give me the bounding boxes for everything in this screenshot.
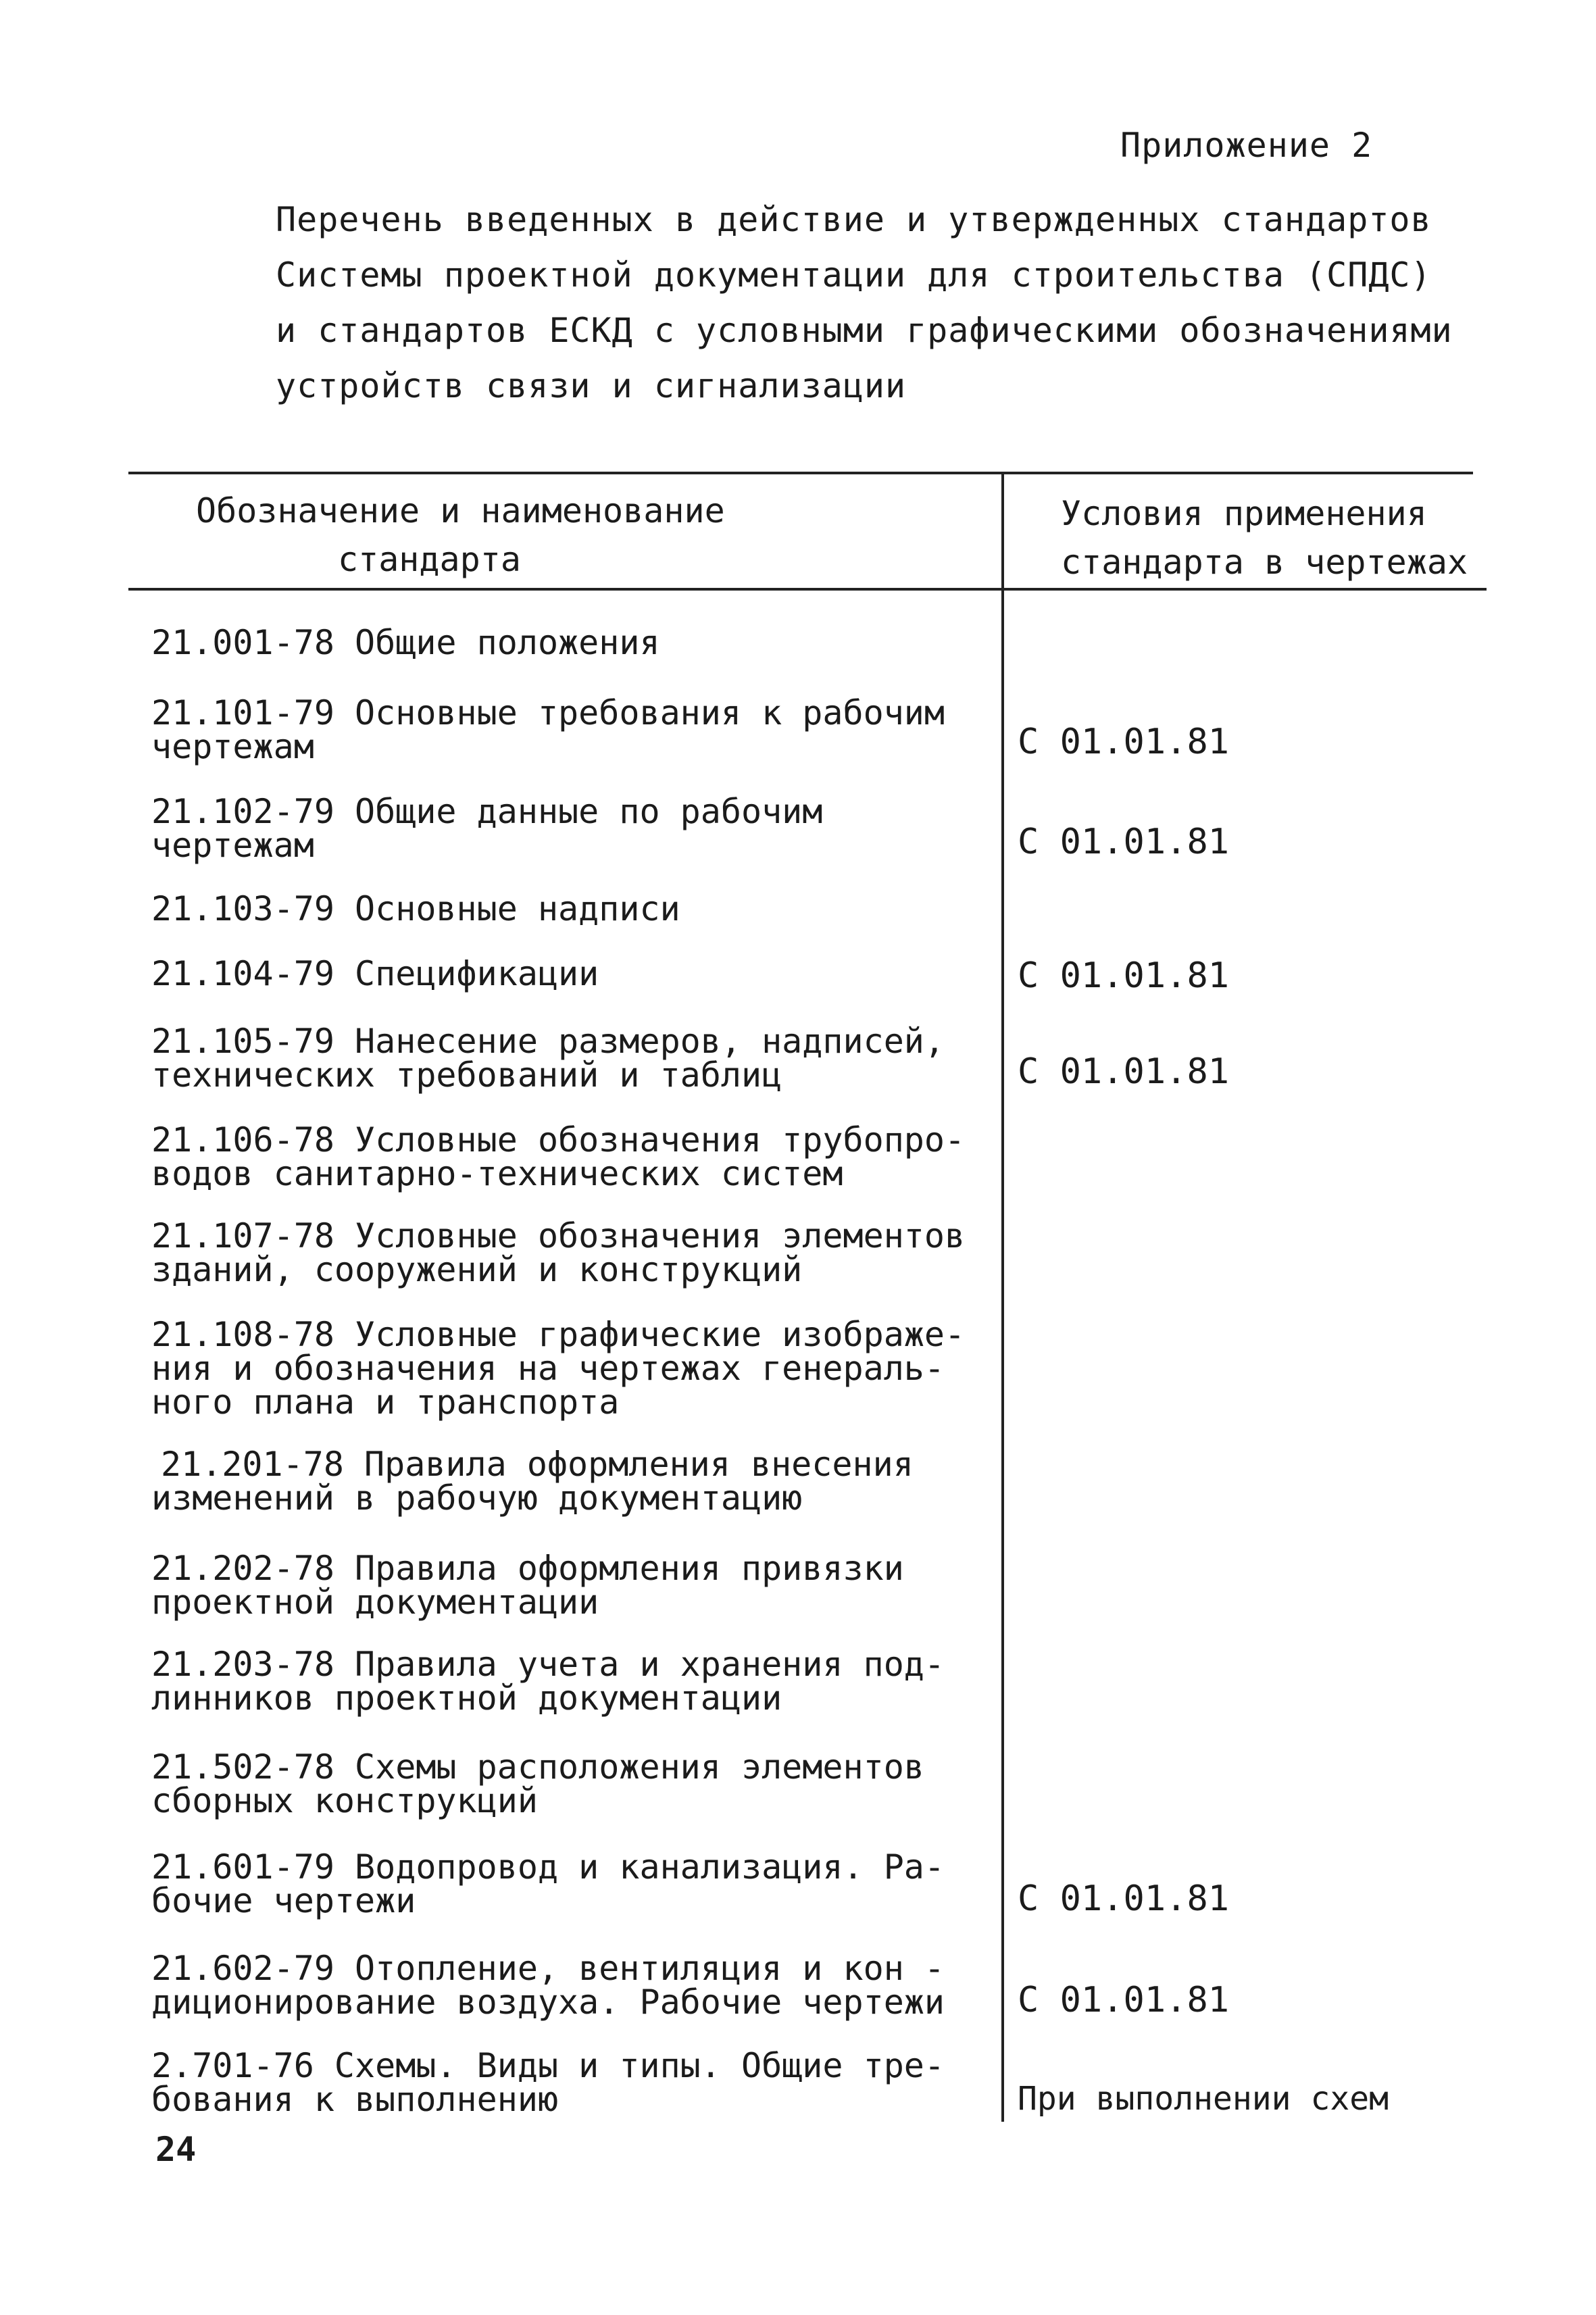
row-line: 21.202-78 Правила оформления привязки bbox=[151, 1549, 904, 1588]
table-row-condition: С 01.01.81 bbox=[1018, 1878, 1230, 1919]
row-line: изменений в рабочую документацию bbox=[151, 1478, 803, 1518]
row-line: 21.101-79 Основные требования к рабочим bbox=[151, 693, 945, 732]
row-line: 21.105-79 Нанесение размеров, надписей, bbox=[151, 1022, 945, 1061]
row-line: ного плана и транспорта bbox=[151, 1383, 620, 1422]
header-line: Обозначение и наименование bbox=[196, 491, 725, 530]
row-line: проектной документации bbox=[151, 1583, 599, 1622]
header-line: Условия применения bbox=[1061, 494, 1427, 533]
col-designation-header bbox=[196, 487, 725, 584]
table-row-condition: С 01.01.81 bbox=[1018, 1980, 1230, 2020]
row-line: 21.102-79 Общие данные по рабочим bbox=[151, 792, 823, 831]
row-line: водов санитарно-технических систем bbox=[151, 1154, 843, 1193]
row-line: бочие чертежи bbox=[151, 1881, 416, 1920]
table-row-designation bbox=[151, 693, 989, 766]
row-line: 21.203-78 Правила учета и хранения под- bbox=[151, 1645, 945, 1684]
header-line: стандарта bbox=[338, 540, 521, 579]
table-row-condition: С 01.01.81 bbox=[1018, 955, 1230, 996]
row-line: 2.701-76 Схемы. Виды и типы. Общие тре- bbox=[151, 2046, 945, 2085]
row-line: 21.103-79 Основные надписи bbox=[151, 889, 680, 928]
table-row-designation bbox=[151, 954, 989, 993]
row-line: 21.108-78 Условные графические изображе- bbox=[151, 1315, 966, 1354]
row-line: ния и обозначения на чертежах генераль- bbox=[151, 1349, 945, 1388]
row-line: линников проектной документации bbox=[151, 1678, 782, 1718]
page-number: 24 bbox=[155, 2130, 197, 2169]
row-line: диционирование воздуха. Рабочие чертежи bbox=[151, 1983, 945, 2022]
table-top-rule bbox=[128, 472, 1473, 474]
table-row-designation bbox=[151, 889, 989, 928]
title-line: Перечень введенных в действие и утвержденных стандартов bbox=[276, 200, 1432, 239]
row-line: 21.107-78 Условные обозначения элементов bbox=[151, 1216, 966, 1255]
row-line: сборных конструкций bbox=[151, 1781, 538, 1820]
row-line: чертежам bbox=[151, 727, 314, 766]
table-row-designation bbox=[151, 1445, 989, 1518]
table-row-designation bbox=[151, 623, 989, 662]
row-line: бования к выполнению bbox=[151, 2080, 559, 2119]
table-header-rule bbox=[128, 588, 1487, 591]
row-line: зданий, сооружений и конструкций bbox=[151, 1250, 803, 1289]
row-line: 21.502-78 Схемы расположения элементов bbox=[151, 1747, 924, 1787]
title-line: и стандартов ЕСКД с условными графическими обозначениями bbox=[276, 311, 1453, 350]
table-row-designation bbox=[151, 1022, 989, 1095]
row-line: 21.106-78 Условные обозначения трубопро- bbox=[151, 1120, 966, 1160]
table-row-designation bbox=[151, 1747, 989, 1820]
appendix-label: Приложение 2 bbox=[1120, 126, 1373, 165]
table-row-designation bbox=[151, 1949, 989, 2022]
row-line: технических требований и таблиц bbox=[151, 1055, 782, 1095]
row-line: 21.104-79 Спецификации bbox=[151, 954, 599, 993]
table-row-designation bbox=[151, 1315, 989, 1422]
title-line: устройств связи и сигнализации bbox=[276, 366, 907, 405]
table-row-designation bbox=[151, 2046, 989, 2119]
row-line: 21.602-79 Отопление, вентиляция и кон - bbox=[151, 1949, 945, 1988]
title-line: Системы проектной документации для строительства (СПДС) bbox=[276, 255, 1432, 295]
table-column-divider bbox=[1001, 473, 1004, 2122]
table-row-designation bbox=[151, 1216, 989, 1289]
table-row-condition: С 01.01.81 bbox=[1018, 722, 1230, 762]
row-line: 21.601-79 Водопровод и канализация. Ра- bbox=[151, 1847, 945, 1887]
document-title bbox=[276, 192, 1492, 414]
header-line: стандарта в чертежах bbox=[1061, 543, 1468, 582]
row-line: чертежам bbox=[151, 826, 314, 865]
table-row-condition: При выполнении схем bbox=[1018, 2080, 1389, 2118]
table-row-designation bbox=[151, 1645, 989, 1718]
table-row-condition: С 01.01.81 bbox=[1018, 1051, 1230, 1092]
table-row-designation bbox=[151, 792, 989, 865]
row-line: 21.001-78 Общие положения bbox=[151, 623, 660, 662]
table-row-designation bbox=[151, 1120, 989, 1193]
table-row-designation bbox=[151, 1847, 989, 1920]
col-conditions-header bbox=[1061, 489, 1468, 587]
table-row-condition: С 01.01.81 bbox=[1018, 822, 1230, 862]
table-row-designation bbox=[151, 1549, 989, 1622]
row-line: 21.201-78 Правила оформления внесения bbox=[161, 1445, 914, 1484]
